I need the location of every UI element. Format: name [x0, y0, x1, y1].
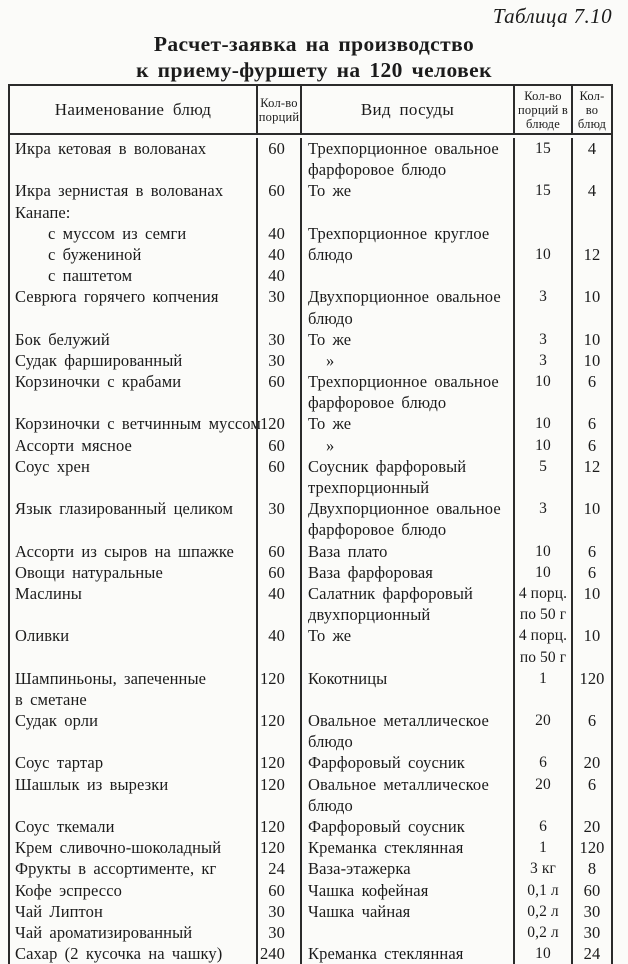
- cell-dishware-type: Ваза плато: [300, 541, 513, 562]
- table-row: [10, 223, 611, 244]
- cell-dish-name: Сахар (2 кусочка на чашку): [15, 944, 223, 964]
- table-row: [10, 647, 611, 668]
- table-row: [10, 392, 611, 413]
- cell-dishes-count: 6: [571, 710, 611, 731]
- cell-dishware-type: Двухпорционное овальное: [300, 498, 513, 519]
- table-body: [10, 135, 611, 964]
- table-row: [10, 625, 611, 646]
- cell-dish-name: [10, 308, 256, 329]
- cell-portions-count: [256, 392, 300, 413]
- cell-portions-per-dish: 3: [513, 498, 571, 519]
- cell-dishes-count: 12: [571, 456, 611, 477]
- cell-dishware-type: »: [300, 350, 513, 371]
- cell-dish-name: Соус хрен: [15, 456, 90, 476]
- cell-portions-per-dish: 10: [513, 435, 571, 456]
- cell-dish-name: с муссом из семги: [48, 223, 187, 243]
- cell-dishes-count: 10: [571, 583, 611, 604]
- cell-portions-count: 120: [256, 752, 300, 773]
- cell-dishware-type: Ваза-этажерка: [300, 858, 513, 879]
- cell-dish-name: Кофе эспрессо: [15, 880, 122, 900]
- cell-portions-count: 120: [256, 774, 300, 795]
- cell-dishes-count: 6: [571, 541, 611, 562]
- cell-dishware-type: Овальное металлическое: [300, 710, 513, 731]
- cell-dishes-count: [571, 647, 611, 668]
- cell-portions-count: 40: [256, 583, 300, 604]
- cell-dishware-type: Соусник фарфоровый: [300, 456, 513, 477]
- cell-portions-count: 24: [256, 858, 300, 879]
- cell-dish-name: Корзиночки с ветчинным муссом: [15, 414, 261, 434]
- cell-dishware-type: Салатник фарфоровый: [300, 583, 513, 604]
- cell-dishware-type: »: [300, 435, 513, 456]
- cell-dishware-type: блюдо: [300, 244, 513, 265]
- cell-portions-count: 40: [256, 223, 300, 244]
- cell-dish-name: Оливки: [15, 626, 70, 646]
- cell-dishware-type: блюдо: [300, 795, 513, 816]
- table-caption: Таблица 7.10: [492, 4, 612, 28]
- cell-portions-count: [256, 604, 300, 625]
- cell-dish-name: [10, 519, 256, 540]
- cell-portions-count: [256, 689, 300, 710]
- cell-portions-count: 60: [256, 138, 300, 159]
- document-title-line2: к приему-фуршету на 120 человек: [136, 58, 492, 82]
- cell-dishes-count: [571, 392, 611, 413]
- cell-dishware-type: Креманка стеклянная: [300, 943, 513, 964]
- table-row: [10, 456, 611, 477]
- cell-dishes-count: [571, 795, 611, 816]
- cell-portions-count: [256, 647, 300, 668]
- cell-dishware-type: блюдо: [300, 308, 513, 329]
- table-row: [10, 922, 611, 943]
- cell-portions-per-dish: 0,1 л: [513, 880, 571, 901]
- cell-dishware-type: Ваза фарфоровая: [300, 562, 513, 583]
- cell-portions-count: 120: [256, 413, 300, 434]
- cell-dishes-count: 20: [571, 816, 611, 837]
- cell-dish-name: Фрукты в ассортименте, кг: [15, 859, 217, 879]
- cell-dish-name: Соус ткемали: [15, 817, 115, 836]
- cell-portions-per-dish: 15: [513, 180, 571, 201]
- cell-dishes-count: 6: [571, 371, 611, 392]
- table-row: [10, 880, 611, 901]
- cell-dishes-count: 60: [571, 880, 611, 901]
- cell-dishware-type: Трехпорционное круглое: [300, 223, 513, 244]
- cell-dishes-count: [571, 159, 611, 180]
- cell-dishes-count: 10: [571, 350, 611, 371]
- cell-dish-name: Соус тартар: [15, 753, 104, 773]
- cell-portions-per-dish: 20: [513, 710, 571, 731]
- cell-dishes-count: 30: [571, 922, 611, 943]
- cell-portions-per-dish: 0,2 л: [513, 922, 571, 943]
- cell-portions-count: [256, 159, 300, 180]
- table-row: [10, 477, 611, 498]
- cell-dish-name: Судак орли: [15, 711, 99, 731]
- cell-dishes-count: [571, 689, 611, 710]
- cell-dishware-type: [300, 647, 513, 668]
- table-row: [10, 816, 611, 837]
- cell-portions-count: [256, 308, 300, 329]
- table-header-row: [10, 86, 611, 135]
- cell-dishes-count: [571, 519, 611, 540]
- cell-dishes-count: 120: [571, 837, 611, 858]
- cell-dish-name: Язык глазированный целиком: [15, 499, 234, 519]
- cell-portions-count: 30: [256, 922, 300, 943]
- cell-portions-count: 30: [256, 329, 300, 350]
- cell-portions-count: 40: [256, 265, 300, 286]
- cell-portions-count: [256, 795, 300, 816]
- cell-dish-name: Судак фаршированный: [15, 350, 183, 370]
- cell-dish-name: Овощи натуральные: [15, 562, 163, 582]
- cell-dishes-count: 10: [571, 498, 611, 519]
- cell-portions-per-dish: 3: [513, 329, 571, 350]
- cell-portions-per-dish: [513, 159, 571, 180]
- table-row: [10, 604, 611, 625]
- cell-portions-count: 30: [256, 498, 300, 519]
- cell-dish-name: Икра кетовая в волованах: [15, 139, 207, 158]
- cell-dish-name: Канапе:: [15, 202, 71, 222]
- production-request-table: [8, 84, 613, 964]
- cell-portions-count: 30: [256, 901, 300, 922]
- column-header-dish-name: Наименование блюд: [54, 99, 212, 119]
- cell-portions-per-dish: по 50 г: [513, 604, 571, 625]
- cell-portions-per-dish: 15: [513, 138, 571, 159]
- cell-portions-count: [256, 519, 300, 540]
- cell-dish-name: Крем сливочно-шоколадный: [15, 838, 222, 858]
- table-row: [10, 286, 611, 307]
- cell-portions-count: 60: [256, 880, 300, 901]
- cell-portions-count: 240: [256, 943, 300, 964]
- cell-dishware-type: Овальное металлическое: [300, 774, 513, 795]
- cell-portions-per-dish: [513, 308, 571, 329]
- table-row: [10, 498, 611, 519]
- cell-portions-per-dish: 10: [513, 371, 571, 392]
- table-row: [10, 244, 611, 265]
- cell-dishes-count: [571, 223, 611, 244]
- column-header-dishware-type: Вид посуды: [300, 86, 513, 133]
- cell-dishware-type: [300, 265, 513, 286]
- cell-portions-per-dish: 1: [513, 837, 571, 858]
- cell-portions-count: 60: [256, 456, 300, 477]
- cell-dishes-count: [571, 202, 611, 223]
- cell-dishware-type: фарфоровое блюдо: [300, 392, 513, 413]
- table-row: [10, 795, 611, 816]
- table-row: [10, 731, 611, 752]
- cell-portions-count: [256, 477, 300, 498]
- cell-portions-per-dish: [513, 223, 571, 244]
- cell-dishes-count: 10: [571, 329, 611, 350]
- cell-dishes-count: 6: [571, 562, 611, 583]
- cell-portions-count: 60: [256, 180, 300, 201]
- cell-dish-name: Севрюга горячего копчения: [15, 287, 219, 307]
- cell-dishes-count: 10: [571, 286, 611, 307]
- cell-portions-count: 60: [256, 371, 300, 392]
- table-row: [10, 710, 611, 731]
- cell-dishware-type: Трехпорционное овальное: [300, 371, 513, 392]
- table-row: [10, 308, 611, 329]
- cell-portions-count: [256, 202, 300, 223]
- cell-dish-name: [10, 795, 256, 816]
- table-row: [10, 774, 611, 795]
- table-row: [10, 837, 611, 858]
- cell-portions-per-dish: [513, 265, 571, 286]
- cell-dish-name: [10, 392, 256, 413]
- cell-dishes-count: 8: [571, 858, 611, 879]
- cell-portions-per-dish: 1: [513, 668, 571, 689]
- cell-dishware-type: [300, 922, 513, 943]
- table-row: [10, 858, 611, 879]
- document-title: [0, 31, 628, 83]
- table-row: [10, 943, 611, 964]
- table-row: [10, 541, 611, 562]
- cell-dishware-type: [300, 202, 513, 223]
- cell-dish-name: Шампиньоны, запеченные: [15, 668, 207, 688]
- cell-dishware-type: фарфоровое блюдо: [300, 519, 513, 540]
- cell-dishes-count: 24: [571, 943, 611, 964]
- cell-portions-count: 120: [256, 668, 300, 689]
- cell-dishes-count: 30: [571, 901, 611, 922]
- column-header-portions-count: Кол-во порций: [256, 86, 300, 133]
- cell-dishware-type: Креманка стеклянная: [300, 837, 513, 858]
- table-row: [10, 202, 611, 223]
- column-header-portions-per-dish: Кол-во порций в блюде: [513, 86, 571, 133]
- cell-portions-per-dish: [513, 731, 571, 752]
- table-row: [10, 583, 611, 604]
- table-row: [10, 138, 611, 159]
- cell-dish-name: Ассорти мясное: [15, 435, 132, 455]
- cell-portions-per-dish: 5: [513, 456, 571, 477]
- cell-portions-per-dish: 10: [513, 943, 571, 964]
- cell-dishes-count: 10: [571, 625, 611, 646]
- table-row: [10, 689, 611, 710]
- cell-portions-per-dish: 10: [513, 541, 571, 562]
- cell-portions-per-dish: 3: [513, 286, 571, 307]
- cell-dishware-type: Фарфоровый соусник: [300, 816, 513, 837]
- cell-dish-name: Корзиночки с крабами: [15, 372, 182, 392]
- cell-dish-name: Ассорти из сыров на шпажке: [15, 541, 234, 561]
- table-row: [10, 413, 611, 434]
- cell-dishes-count: 120: [571, 668, 611, 689]
- table-row: [10, 668, 611, 689]
- cell-dish-name: [10, 731, 256, 752]
- cell-portions-per-dish: 3 кг: [513, 858, 571, 879]
- cell-dishware-type: фарфоровое блюдо: [300, 159, 513, 180]
- cell-dish-name: [10, 477, 256, 498]
- cell-dishware-type: То же: [300, 413, 513, 434]
- cell-dishware-type: Чашка чайная: [300, 901, 513, 922]
- table-row: [10, 901, 611, 922]
- cell-dishware-type: Фарфоровый соусник: [300, 752, 513, 773]
- cell-dishware-type: То же: [300, 329, 513, 350]
- document-title-line1: Расчет-заявка на производство: [153, 32, 475, 56]
- cell-dishware-type: Двухпорционное овальное: [300, 286, 513, 307]
- cell-portions-count: 40: [256, 244, 300, 265]
- cell-portions-per-dish: [513, 202, 571, 223]
- cell-portions-per-dish: по 50 г: [513, 647, 571, 668]
- cell-dish-name: с паштетом: [48, 266, 133, 286]
- table-row: [10, 350, 611, 371]
- cell-portions-count: 120: [256, 710, 300, 731]
- cell-portions-count: 120: [256, 816, 300, 837]
- cell-portions-count: 30: [256, 350, 300, 371]
- cell-dish-name: Шашлык из вырезки: [15, 774, 169, 794]
- cell-dish-name: Чай ароматизированный: [15, 922, 193, 942]
- cell-dishes-count: 6: [571, 774, 611, 795]
- cell-dish-name: Маслины: [15, 583, 82, 603]
- cell-portions-per-dish: 4 порц.: [513, 583, 571, 604]
- cell-dishware-type: блюдо: [300, 731, 513, 752]
- cell-dish-name: в сметане: [15, 689, 87, 709]
- table-row: [10, 519, 611, 540]
- cell-portions-per-dish: 3: [513, 350, 571, 371]
- cell-dishware-type: Кокотницы: [300, 668, 513, 689]
- cell-portions-per-dish: 4 порц.: [513, 625, 571, 646]
- cell-portions-per-dish: 20: [513, 774, 571, 795]
- cell-dishes-count: 4: [571, 180, 611, 201]
- cell-dish-name: [10, 604, 256, 625]
- cell-dishes-count: [571, 477, 611, 498]
- cell-dish-name: Бок белужий: [15, 329, 110, 349]
- cell-portions-count: 60: [256, 541, 300, 562]
- cell-portions-per-dish: 10: [513, 562, 571, 583]
- cell-dishes-count: [571, 265, 611, 286]
- cell-dishes-count: 6: [571, 413, 611, 434]
- column-header-dishes-count: Кол-во блюд: [571, 86, 611, 133]
- cell-dishware-type: Чашка кофейная: [300, 880, 513, 901]
- table-row: [10, 562, 611, 583]
- table-row: [10, 371, 611, 392]
- cell-portions-per-dish: 6: [513, 752, 571, 773]
- cell-dish-name: Икра зернистая в волованах: [15, 181, 224, 201]
- cell-portions-count: 120: [256, 837, 300, 858]
- cell-dish-name: Чай Липтон: [15, 901, 103, 921]
- cell-dishware-type: То же: [300, 180, 513, 201]
- cell-portions-per-dish: 6: [513, 816, 571, 837]
- cell-portions-per-dish: [513, 689, 571, 710]
- table-row: [10, 159, 611, 180]
- cell-dishes-count: 20: [571, 752, 611, 773]
- cell-portions-count: 30: [256, 286, 300, 307]
- cell-portions-count: 40: [256, 625, 300, 646]
- cell-dishes-count: [571, 731, 611, 752]
- cell-dishware-type: трехпорционный: [300, 477, 513, 498]
- table-row: [10, 265, 611, 286]
- cell-dishes-count: 6: [571, 435, 611, 456]
- table-row: [10, 180, 611, 201]
- cell-portions-per-dish: [513, 795, 571, 816]
- cell-dish-name: [10, 159, 256, 180]
- cell-portions-count: 60: [256, 435, 300, 456]
- cell-portions-per-dish: [513, 392, 571, 413]
- cell-portions-per-dish: 10: [513, 413, 571, 434]
- cell-portions-per-dish: [513, 519, 571, 540]
- cell-dishware-type: [300, 689, 513, 710]
- table-row: [10, 329, 611, 350]
- cell-dishes-count: [571, 604, 611, 625]
- cell-portions-count: 60: [256, 562, 300, 583]
- cell-portions-per-dish: 10: [513, 244, 571, 265]
- cell-dishes-count: 12: [571, 244, 611, 265]
- table-row: [10, 752, 611, 773]
- cell-portions-per-dish: 0,2 л: [513, 901, 571, 922]
- cell-dishware-type: двухпорционный: [300, 604, 513, 625]
- table-row: [10, 435, 611, 456]
- cell-dishes-count: 4: [571, 138, 611, 159]
- cell-portions-per-dish: [513, 477, 571, 498]
- cell-dishware-type: То же: [300, 625, 513, 646]
- cell-dish-name: [10, 647, 256, 668]
- cell-dish-name: с бужениной: [48, 244, 142, 264]
- cell-dishes-count: [571, 308, 611, 329]
- cell-dishware-type: Трехпорционное овальное: [300, 138, 513, 159]
- cell-portions-count: [256, 731, 300, 752]
